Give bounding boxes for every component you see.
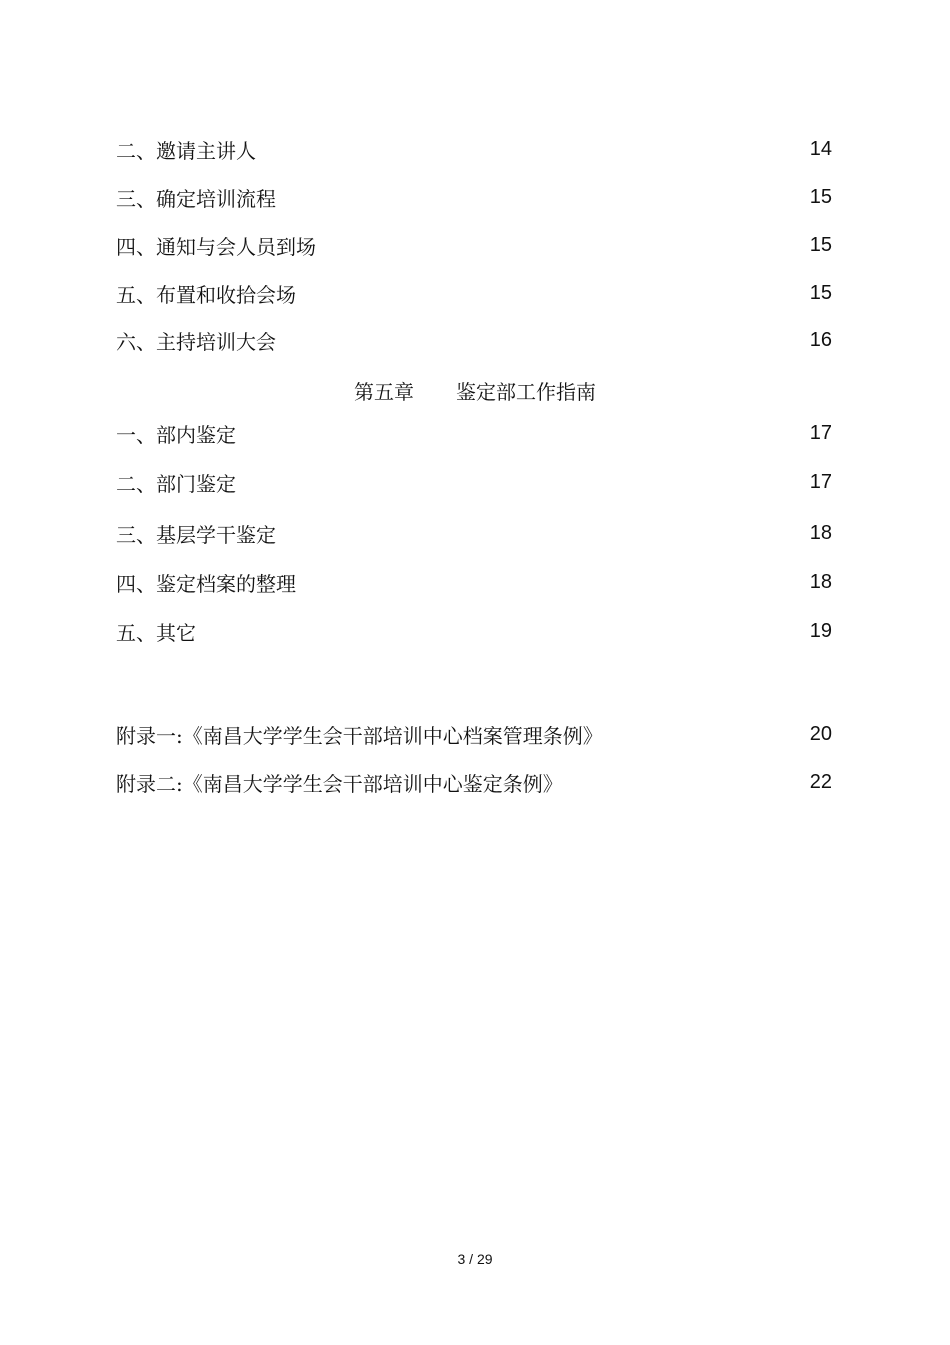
toc-entry-page: 18 — [809, 570, 832, 593]
toc-entry-label: 一、部内鉴定 — [116, 422, 236, 447]
toc-entry-label: 附录二:《南昌大学学生会干部培训中心鉴定条例》 — [116, 771, 563, 796]
toc-entry[interactable] — [116, 518, 832, 548]
toc-entry-page: 15 — [809, 281, 832, 304]
toc-entry-page: 19 — [809, 619, 832, 642]
toc-entry-page: 15 — [809, 185, 832, 208]
toc-entry[interactable] — [116, 467, 832, 497]
toc-entry-page: 17 — [809, 421, 832, 444]
toc-entry-page: 18 — [809, 521, 832, 544]
toc-entry[interactable] — [116, 278, 832, 308]
toc-entry-page: 17 — [809, 470, 832, 493]
toc-entry-page: 16 — [809, 328, 832, 351]
toc-entry-label: 二、部门鉴定 — [116, 471, 236, 496]
toc-entry[interactable] — [116, 134, 832, 164]
chapter-heading[interactable] — [0, 375, 950, 405]
toc-entry-page: 15 — [809, 233, 832, 256]
toc-entry[interactable] — [116, 182, 832, 212]
chapter-number: 第五章 — [354, 379, 414, 404]
toc-entry-label: 五、布置和收拾会场 — [116, 282, 296, 307]
toc-entry[interactable] — [116, 567, 832, 597]
toc-appendix-entry[interactable] — [116, 767, 832, 797]
toc-entry[interactable] — [116, 616, 832, 646]
toc-entry-label: 五、其它 — [116, 620, 196, 645]
toc-entry[interactable] — [116, 418, 832, 448]
toc-entry-page: 14 — [809, 137, 832, 160]
toc-entry-label: 六、主持培训大会 — [116, 329, 276, 354]
toc-entry-page: 22 — [809, 770, 832, 793]
toc-entry-label: 三、基层学干鉴定 — [116, 522, 276, 547]
toc-entry-label: 附录一:《南昌大学学生会干部培训中心档案管理条例》 — [116, 723, 603, 748]
toc-entry-label: 四、通知与会人员到场 — [116, 234, 316, 259]
toc-entry-label: 二、邀请主讲人 — [116, 138, 256, 163]
toc-appendix-entry[interactable] — [116, 719, 832, 749]
toc-entry[interactable] — [116, 325, 832, 355]
page-number-footer: 3 / 29 — [457, 1251, 493, 1267]
toc-entry-page: 20 — [809, 722, 832, 745]
toc-entry-label: 三、确定培训流程 — [116, 186, 276, 211]
chapter-title: 鉴定部工作指南 — [456, 379, 596, 404]
toc-entry[interactable] — [116, 230, 832, 260]
toc-entry-label: 四、鉴定档案的整理 — [116, 571, 296, 596]
